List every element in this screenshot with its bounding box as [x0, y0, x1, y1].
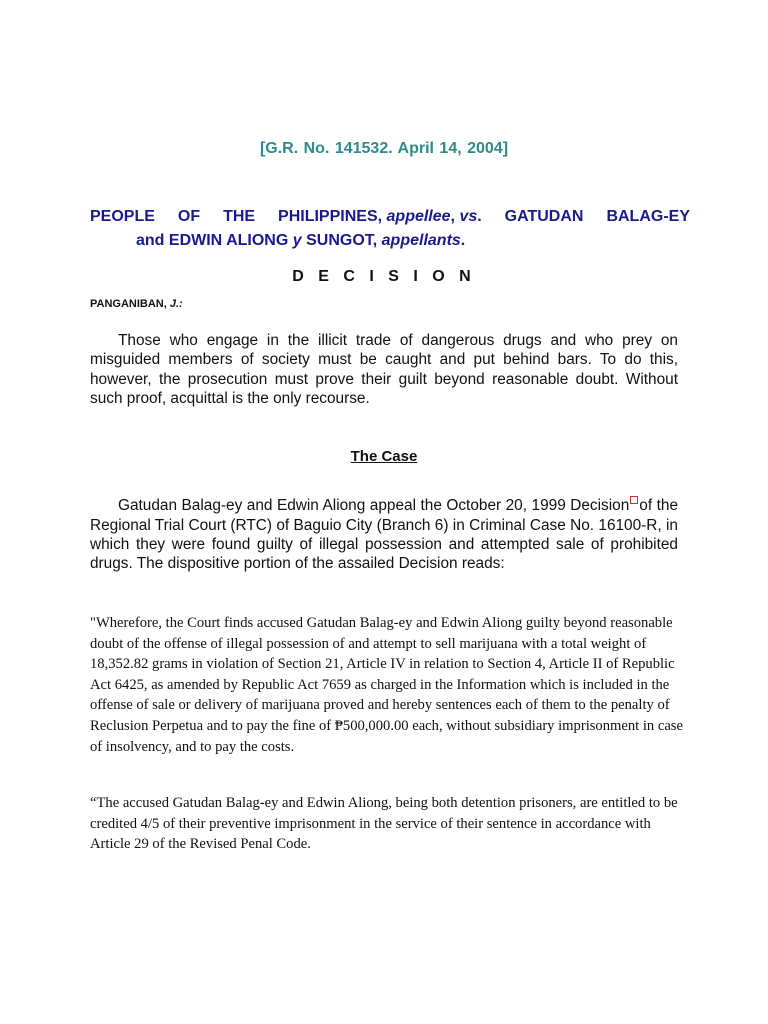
- quoted-dispositive-1: "Wherefore, the Court finds accused Gatudan Balag-ey and Edwin Aliong guilty beyond reasonable doubt of the offense of illegal possession of and attempt to sell marijuana with a total weight of 18,352.82 grams in violation of Section 21, Article IV in relation to Section 4, Article II of Republic Act 6425, as amended by Republic Act 7659 as charged in the Information which is included in the offense of sale or delivery of marijuana proved and hereby sentences each of them to the penalty of Reclusion Perpetua and to pay the fine of ₱500,000.00 each, without subsidiary imprisonment in case of insolvency, and to pay the costs.: [90, 615, 683, 755]
- title-word: PEOPLE: [90, 208, 155, 225]
- title-word: OF: [177, 208, 201, 225]
- footnote-icon[interactable]: [630, 496, 638, 504]
- title-word: GATUDAN: [504, 208, 584, 225]
- section-heading-the-case: The Case: [350, 448, 418, 465]
- title-word: BALAG-EY: [606, 208, 690, 225]
- ponente: PANGANIBAN, J.:: [90, 298, 183, 310]
- title-word: THE: [223, 208, 256, 225]
- case-title-line-1: [90, 205, 690, 229]
- case-title-line-2: and EDWIN ALIONG y SUNGOT, appellants.: [136, 232, 466, 249]
- appellants-label: appellants: [381, 232, 461, 249]
- decision-heading: D E C I S I O N: [292, 268, 476, 285]
- y-label: y: [292, 232, 302, 249]
- case-number: [G.R. No. 141532. April 14, 2004]: [259, 140, 509, 157]
- versus-label: vs: [459, 208, 478, 225]
- case-paragraph: Gatudan Balag-ey and Edwin Aliong appeal the October 20, 1999 Decision of the Regional Trial Court (RTC) of Baguio City (Branch 6) in Criminal Case No. 16100-R, in which they were found guilty of illegal possession and attempted sale of prohibited drugs. The dispositive portion of the assailed Decision reads:: [90, 497, 679, 573]
- appellee-label: appellee: [386, 208, 451, 225]
- intro-paragraph: Those who engage in the illicit trade of dangerous drugs and who prey on misguided members of society must be caught and put behind bars. To do this, however, the prosecution must prove their guilt beyond reasonable doubt. Without such proof, acquittal is the only recourse.: [90, 332, 678, 408]
- case-title: [90, 205, 690, 253]
- quoted-dispositive-2: “The accused Gatudan Balag-ey and Edwin Aliong, being both detention prisoners, are entitled to be credited 4/5 of their preventive imprisonment in the service of their sentence in accordance with Article 29 of the Revised Penal Code.: [90, 795, 678, 853]
- title-word-group: PHILIPPINES, appellee, vs.: [278, 208, 482, 225]
